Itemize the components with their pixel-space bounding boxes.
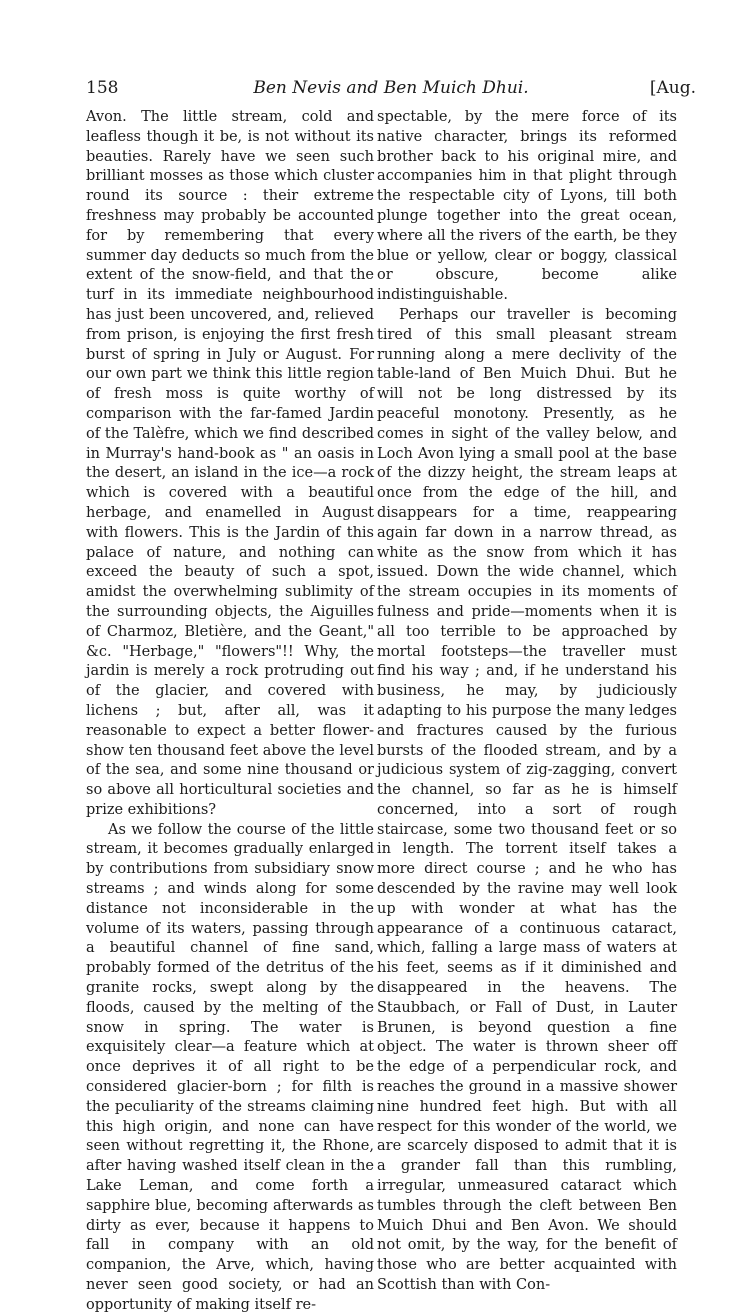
paragraph: spectable, by the mere force of its native character, brings its reformed brother back to his original mire, and accompanies him in that plight through the respectable city of Lyons, till both plunge together into the great ocean, where all the rivers of the earth, be they blue or yellow, clear or boggy, classical or obscure, become alike indistinguishable. [377,109,677,304]
running-title: Ben Nevis and Ben Muich Dhui. [253,78,529,98]
page-number: 158 [86,78,119,98]
paragraph: Avon. The little stream, cold and leafless though it be, is not without its beauties. Rarely have we seen such brilliant mosses as those which cluster round its source : their extreme freshness may probably be accounted for by remembering that every summer day deducts so much from the extent of the snow-field, and that the turf in its immediate neighbourhood has just been uncovered, and, relieved from prison, is enjoying the first fresh burst of spring in July or August. For our own part we think this little region of fresh moss is quite worthy of comparison with the far-famed Jardin of the Talèfre, which we find described in Murray's hand-book as " an oasis in the desert, an island in the ice—a rock which is covered with a beautiful herbage, and enamelled in August with flowers. This is the Jardin of this palace of nature, and nothing can exceed the beauty of such a spot, amidst the overwhelming sublimity of the surrounding objects, the Aiguilles of Charmoz, Bletière, and the Geant," &c. "Herbage," "flowers"!! Why, the jardin is merely a rock protruding out of the glacier, and covered with lichens ; but, after all, was it reasonable to expect a better flower-show ten thousand feet above the level of the sea, and some nine thousand or so above all horticultural societies and prize exhibitions? [86,109,374,818]
paragraph: As we follow the course of the little stream, it becomes gradually enlarged by contributions from subsidiary snow streams ; and winds along for some distance not inconsiderable in the volume of its waters, passing through a beautiful channel of fine sand, probably formed of the detritus of the granite rocks, swept along by the floods, caused by the melting of the snow in spring. The water is exquisitely clear—a feature which at once deprives it of all right to be considered glacier-born ; for filth is the peculiarity of the streams claiming this high origin, and none can have seen without regretting it, the Rhone, after having washed itself clean in the Lake Leman, and come forth a sapphire blue, becoming afterwards as dirty as ever, because it happens to fall in company with an old companion, the Arve, which, having never seen good society, or had an opportunity of making itself re- [86,821,374,1313]
right-column [377,108,677,1296]
month-mark: [Aug. [649,78,696,98]
running-header [86,78,696,104]
paragraph: Perhaps our traveller is becoming tired of this small pleasant stream running along a mere declivity of the table-land of Ben Muich Dhui. But he will not be long distressed by its peaceful monotony. Presently, as he comes in sight of the valley below, and Loch Avon lying a small pool at the base of the dizzy height, the stream leaps at once from the edge of the hill, and disappears for a time, reappearing again far down in a narrow thread, as white as the snow from which it has issued. Down the wide channel, which the stream occupies in its moments of fulness and pride—moments when it is all too terrible to be approached by mortal footsteps—the traveller must find his way ; and, if he understand his business, he may, by judiciously adapting to his purpose the many ledges and fractures caused by the furious bursts of the flooded stream, and by a judicious system of zig-zagging, convert the channel, so far as he is himself concerned, into a sort of rough staircase, some two thousand feet or so in length. The torrent itself takes a more direct course ; and he who has descended by the ravine may well look up with wonder at what has the appearance of a continuous cataract, which, falling a large mass of waters at his feet, seems as if it diminished and disappeared in the heavens. The Staubbach, or Fall of Dust, in Lauter Brunen, is beyond question a fine object. The water is thrown sheer off the edge of a perpendicular rock, and reaches the ground in a massive shower nine hundred feet high. But with all respect for this wonder of the world, we are scarcely disposed to admit that it is a grander fall than this rumbling, irregular, unmeasured cataract which tumbles through the cleft between Ben Muich Dhui and Ben Avon. We should not omit, by the way, for the benefit of those who are better acquainted with Scottish than with Con- [377,306,677,1294]
left-column [86,108,374,1316]
